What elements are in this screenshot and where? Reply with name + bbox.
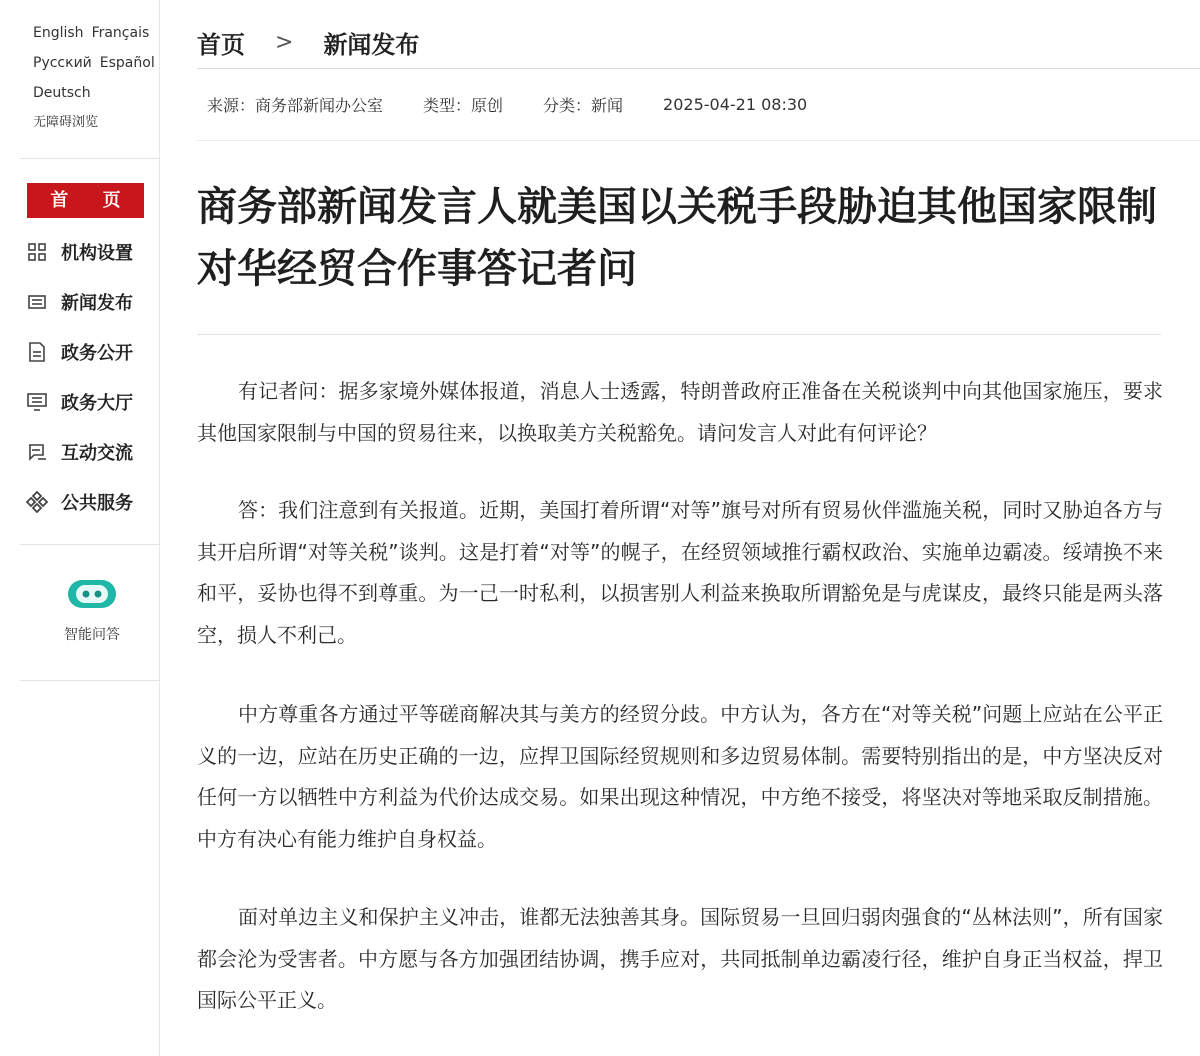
breadcrumb-separator: >: [275, 29, 294, 55]
document-icon: [25, 340, 49, 364]
meta-category: 分类：新闻: [543, 95, 624, 115]
sidebar-item-label: 公共服务: [61, 493, 133, 514]
chat-screen-icon: [25, 440, 49, 464]
monitor-icon: [25, 390, 49, 414]
sidebar-item-label: 机构设置: [61, 243, 133, 264]
sidebar-divider: [20, 544, 160, 545]
sidebar-item-public-affairs[interactable]: [25, 336, 133, 368]
lang-spanish-link[interactable]: Español: [99, 55, 155, 71]
meta-source: 来源：商务部新闻办公室: [207, 95, 384, 115]
sidebar-item-public-service[interactable]: [25, 486, 133, 518]
smart-qa-button[interactable]: [50, 574, 134, 644]
breadcrumb-home-link[interactable]: 首页: [197, 30, 245, 59]
breadcrumb: [197, 24, 419, 60]
sidebar-item-label: 新闻发布: [61, 293, 133, 314]
sidebar-item-label: 政务大厅: [61, 393, 133, 414]
sidebar-item-news[interactable]: [25, 286, 133, 318]
language-switcher: [33, 18, 163, 138]
robot-icon: [65, 574, 119, 614]
lang-russian-link[interactable]: Русский: [33, 55, 92, 71]
meta-type: 类型：原创: [423, 95, 504, 115]
article-title: 商务部新闻发言人就美国以关税手段胁迫其他国家限制对华经贸合作事答记者问: [197, 184, 1157, 292]
meta-divider: [197, 140, 1200, 141]
title-divider: [197, 334, 1161, 335]
lang-english-link[interactable]: English: [33, 25, 84, 41]
sidebar-divider: [20, 680, 160, 681]
sidebar-item-label: 政务公开: [61, 343, 133, 364]
sidebar-item-interaction[interactable]: [25, 436, 133, 468]
sidebar: [0, 0, 160, 1056]
sidebar-item-organization[interactable]: [25, 236, 133, 268]
breadcrumb-divider: [197, 68, 1200, 69]
article-paragraph: 面对单边主义和保护主义冲击，谁都无法独善其身。国际贸易一旦回归弱肉强食的“丛林法则”，所有国家都会沦为受害者。中方愿与各方加强团结协调，携手应对，共同抵制单边霸凌行径，维护自身正当权益，捍卫国际公平正义。: [197, 905, 1163, 1012]
lang-german-link[interactable]: Deutsch: [33, 85, 91, 101]
article-meta: [207, 90, 847, 118]
grid-icon: [25, 240, 49, 264]
newspaper-icon: [25, 290, 49, 314]
article-paragraph: 有记者问：据多家境外媒体报道，消息人士透露，特朗普政府正准备在关税谈判中向其他国家施压，要求其他国家限制与中国的贸易往来，以换取美方关税豁免。请问发言人对此有何评论？: [197, 379, 1163, 445]
sidebar-divider: [20, 158, 160, 159]
sidebar-item-label: 互动交流: [61, 443, 133, 464]
breadcrumb-current-link[interactable]: 新闻发布: [323, 30, 420, 59]
article-paragraph: 答：我们注意到有关报道。近期，美国打着所谓“对等”旗号对所有贸易伙伴滥施关税，同时又胁迫各方与其开启所谓“对等关税”谈判。这是打着“对等”的幌子，在经贸领域推行霸权政治、实施单边霸凌。绥靖换不来和平，妥协也得不到尊重。为一己一时私利，以损害别人利益来换取所谓豁免是与虎谋皮，最终只能是两头落空，损人不利己。: [197, 498, 1163, 647]
accessibility-link[interactable]: 无障碍浏览: [33, 115, 99, 130]
sidebar-item-service-hall[interactable]: [25, 386, 133, 418]
smart-qa-label: 智能问答: [64, 627, 120, 643]
article-paragraph: 中方尊重各方通过平等磋商解决其与美方的经贸分歧。中方认为，各方在“对等关税”问题上应站在公平正义的一边，应站在历史正确的一边，应捍卫国际经贸规则和多边贸易体制。需要特别指出的是，中方坚决反对任何一方以牺牲中方利益为代价达成交易。如果出现这种情况，中方绝不接受，将坚决对等地采取反制措施。中方有决心有能力维护自身权益。: [197, 702, 1163, 851]
sidebar-home-button[interactable]: 首 页: [27, 183, 144, 218]
lang-french-link[interactable]: Français: [91, 25, 150, 41]
service-diamond-icon: [25, 490, 49, 514]
meta-datetime: 2025-04-21 08:30: [663, 94, 808, 114]
